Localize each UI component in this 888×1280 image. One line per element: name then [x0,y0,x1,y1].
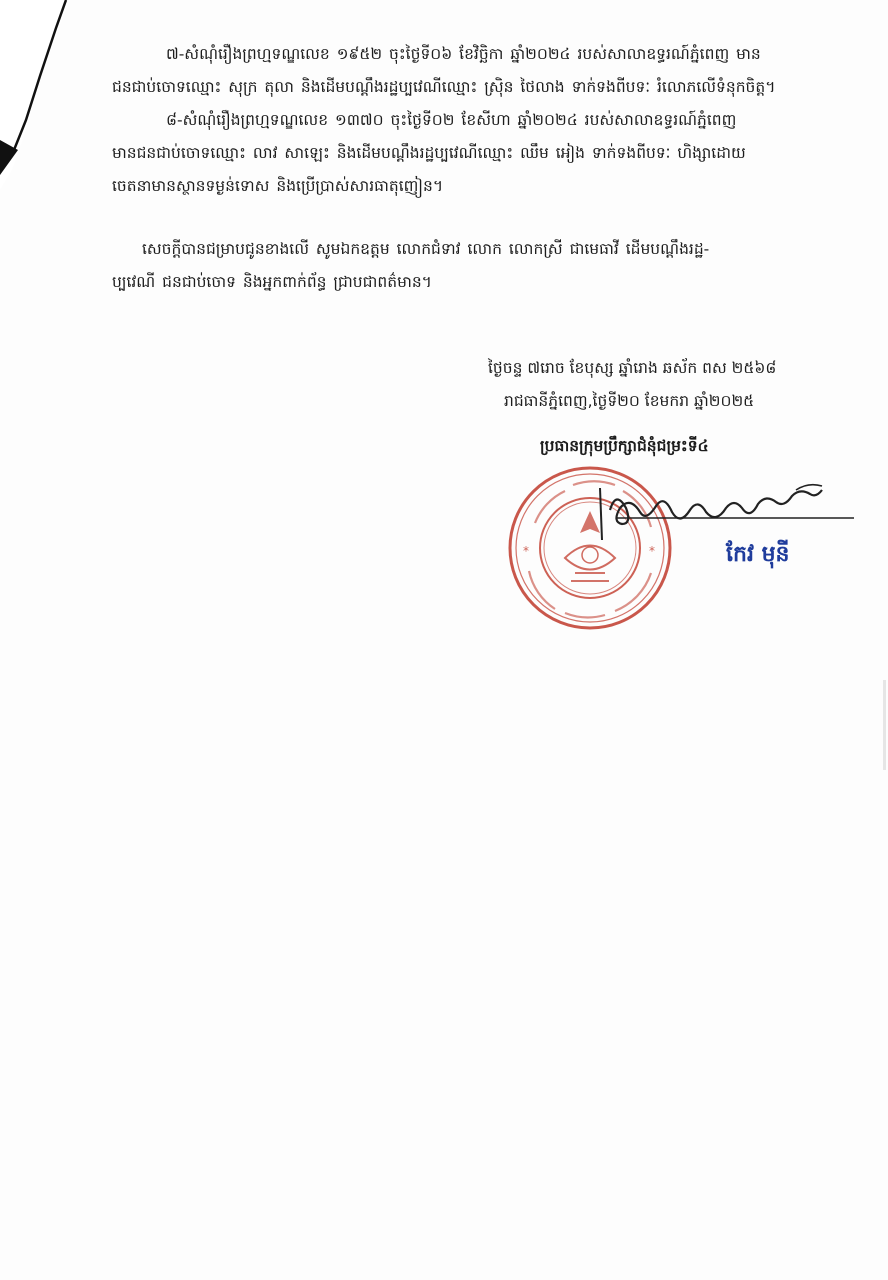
paragraph-item-7 [112,38,860,104]
place-date: រាជធានីភ្នំពេញ,ថ្ងៃទី២០ ខែមករា ឆ្នាំ២០២៥ [504,392,755,410]
closing-line2: ប្បវេណី ជនជាប់ចោទ និងអ្នកពាក់ព័ន្ធ ជ្រាបជាពត៌មាន។ [112,273,432,291]
svg-text:*: * [523,544,529,558]
item8-line3: ចេតនាមានស្ថានទម្ងន់ទោស និងប្រើប្រាស់សារធាតុញៀន។ [112,177,444,195]
item7-line1: ៧-សំណុំរឿងព្រហ្មទណ្ឌលេខ ១៩៥២ ចុះថ្ងៃទី០៦ ខែវិច្ឆិកា ឆ្នាំ២០២៤ របស់សាលាឧទ្ធរណ៍ភ្នំពេញ មាន [166,45,761,63]
document-body [112,38,860,299]
paragraph-closing [112,233,860,299]
lunar-date: ថ្ងៃចន្ទ ៧រោច ខែបុស្ស ឆ្នាំរោង ឆស័ក ពស ២៥៦៨ [488,359,777,377]
item7-line2: ជនជាប់ចោទឈ្មោះ សុក្រ តុលា និងដើមបណ្ដឹងរដ្ឋប្បវេណីឈ្មោះ ស្រ៊ិន ថៃលាង ទាក់ទងពីបទៈ រំលោភលើទំនុកចិត្ត។ [112,78,776,96]
closing-line1: សេចក្តីបានជម្រាបជូនខាងលើ សូមឯកឧត្តម លោកជំទាវ លោក លោកស្រី ជាមេធាវី ដើមបណ្តឹងរដ្ឋ- [142,240,710,258]
item8-line1: ៨-សំណុំរឿងព្រហ្មទណ្ឌលេខ ១៣៧០ ចុះថ្ងៃទី០២ ខែសីហា ឆ្នាំ២០២៤ របស់សាលាឧទ្ធរណ៍ភ្នំពេញ [166,111,737,129]
svg-text:*: * [649,544,655,558]
paragraph-item-8 [112,104,860,203]
date-block [488,352,858,418]
signature-title: ប្រធានក្រុមប្រឹក្សាជំនុំជម្រះទី៤ [540,437,709,455]
page-edge-mark [883,680,886,770]
item8-line2: មានជនជាប់ចោទឈ្មោះ លាវ សាឡេះ និងដើមបណ្ដឹងរដ្ឋប្បវេណីឈ្មោះ ឈឹម អៀង ទាក់ទងពីបទៈ ហិង្សាដោយ [112,144,746,162]
handwritten-signature [586,468,856,548]
signer-name: កែវ មុនី [726,542,790,567]
